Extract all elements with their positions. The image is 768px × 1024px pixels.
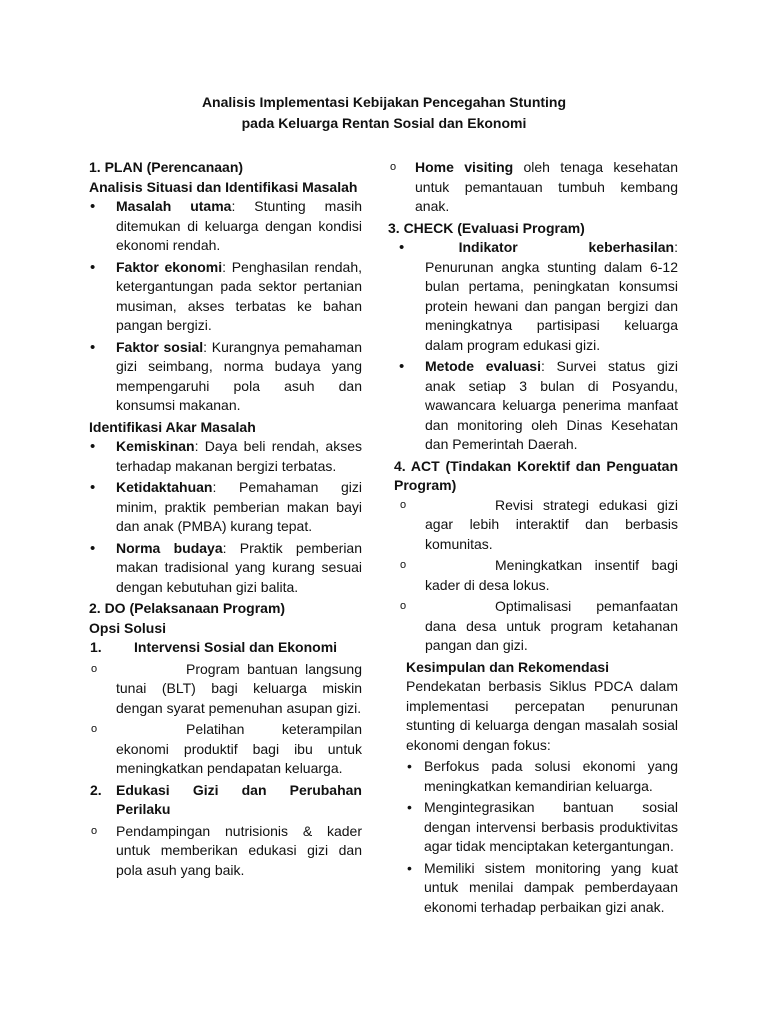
akar-item: • Norma budaya: Praktik pemberian makan tradisional yang kurang sesuai dengan kebutuhan gizi balita. bbox=[89, 539, 362, 598]
right-column bbox=[388, 158, 678, 919]
plan-heading: 1. PLAN (Perencanaan) bbox=[89, 159, 244, 175]
plan-subheading: Analisis Situasi dan Identifikasi Masalah bbox=[89, 178, 358, 195]
act-item: o Meningkatkan insentif bagi kader di desa lokus. bbox=[400, 557, 678, 593]
conclusion-item: • Berfokus pada solusi ekonomi yang meningkatkan kemandirian keluarga. bbox=[407, 758, 678, 794]
check-heading: 3. CHECK (Evaluasi Program) bbox=[388, 219, 585, 236]
akar-item: • Kemiskinan: Daya beli rendah, akses terhadap makanan bergizi terbatas. bbox=[89, 437, 362, 476]
akar-item: • Ketidaktahuan: Pemahaman gizi minim, praktik pemberian makan bayi dan anak (PMBA) kurang tepat. bbox=[89, 478, 362, 537]
check-item: • Indikator keberhasilan: Penurunan angka stunting dalam 6-12 bulan pertama, peningkatan konsumsi protein hewani dan pangan bergizi dan meningkatnya partisipasi keluarga dalam program edukasi gizi. bbox=[398, 238, 678, 355]
do-group-2-title: 2. Edukasi Gizi dan Perubahan Perilaku bbox=[90, 781, 362, 817]
plan-item: • Faktor sosial: Kurangnya pemahaman gizi seimbang, norma budaya yang mempengaruhi pola asuh dan konsumsi makanan. bbox=[89, 338, 362, 416]
do-subheading: Opsi Solusi bbox=[89, 619, 167, 636]
title-line-2: pada Keluarga Rentan Sosial dan Ekonomi bbox=[241, 115, 527, 131]
document-title bbox=[0, 92, 768, 134]
akar-heading: Identifikasi Akar Masalah bbox=[89, 418, 256, 435]
do-group-2-item: o Pendampingan nutrisionis & kader untuk memberikan edukasi gizi dan pola asuh yang baik. bbox=[91, 822, 362, 878]
plan-item: • Masalah utama: Stunting masih ditemukan di keluarga dengan kondisi ekonomi rendah. bbox=[89, 197, 362, 256]
act-heading: 4. ACT (Tindakan Korektif dan Penguatan Program) bbox=[394, 457, 678, 493]
do-heading: 2. DO (Pelaksanaan Program) bbox=[89, 600, 286, 616]
check-item: • Metode evaluasi: Survei status gizi anak setiap 3 bulan di Posyandu, wawancara keluarga penerima manfaat dan monitoring oleh Dinas Kesehatan dan Pemerintah Daerah. bbox=[398, 357, 678, 455]
act-item: o Revisi strategi edukasi gizi agar lebih interaktif dan berbasis komunitas. bbox=[400, 496, 678, 552]
do-group-1-title: 1. Intervensi Sosial dan Ekonomi bbox=[90, 639, 338, 655]
home-visit-item: o Home visiting oleh tenaga kesehatan untuk pemantauan tumbuh kembang anak. bbox=[390, 159, 678, 214]
conclusion-item: • Mengintegrasikan bantuan sosial dengan intervensi berbasis produktivitas agar tidak menciptakan ketergantungan. bbox=[407, 799, 678, 854]
do-group-1-item: o Pelatihan keterampilan ekonomi produktif bagi ibu untuk meningkatkan pendapatan keluarga. bbox=[91, 721, 362, 776]
title-line-1: Analisis Implementasi Kebijakan Pencegahan Stunting bbox=[201, 94, 567, 110]
act-item: o Optimalisasi pemanfaatan dana desa untuk program ketahanan pangan dan gizi. bbox=[400, 598, 678, 653]
plan-item: • Faktor ekonomi: Penghasilan rendah, ketergantungan pada sektor pertanian musiman, akses terbatas ke bahan pangan bergizi. bbox=[89, 258, 362, 336]
left-column bbox=[89, 158, 362, 882]
do-group-1-item: o Program bantuan langsung tunai (BLT) bagi keluarga miskin dengan syarat pemenuhan asupan gizi. bbox=[91, 660, 362, 716]
conclusion-item: • Memiliki sistem monitoring yang kuat untuk menilai dampak pemberdayaan ekonomi terhadap perbaikan gizi anak. bbox=[407, 859, 678, 915]
conclusion-intro: Pendekatan berbasis Siklus PDCA dalam implementasi percepatan penurunan stunting di keluarga dengan masalah sosial ekonomi dengan fokus: bbox=[406, 678, 678, 753]
conclusion-heading: Kesimpulan dan Rekomendasi bbox=[406, 658, 610, 675]
